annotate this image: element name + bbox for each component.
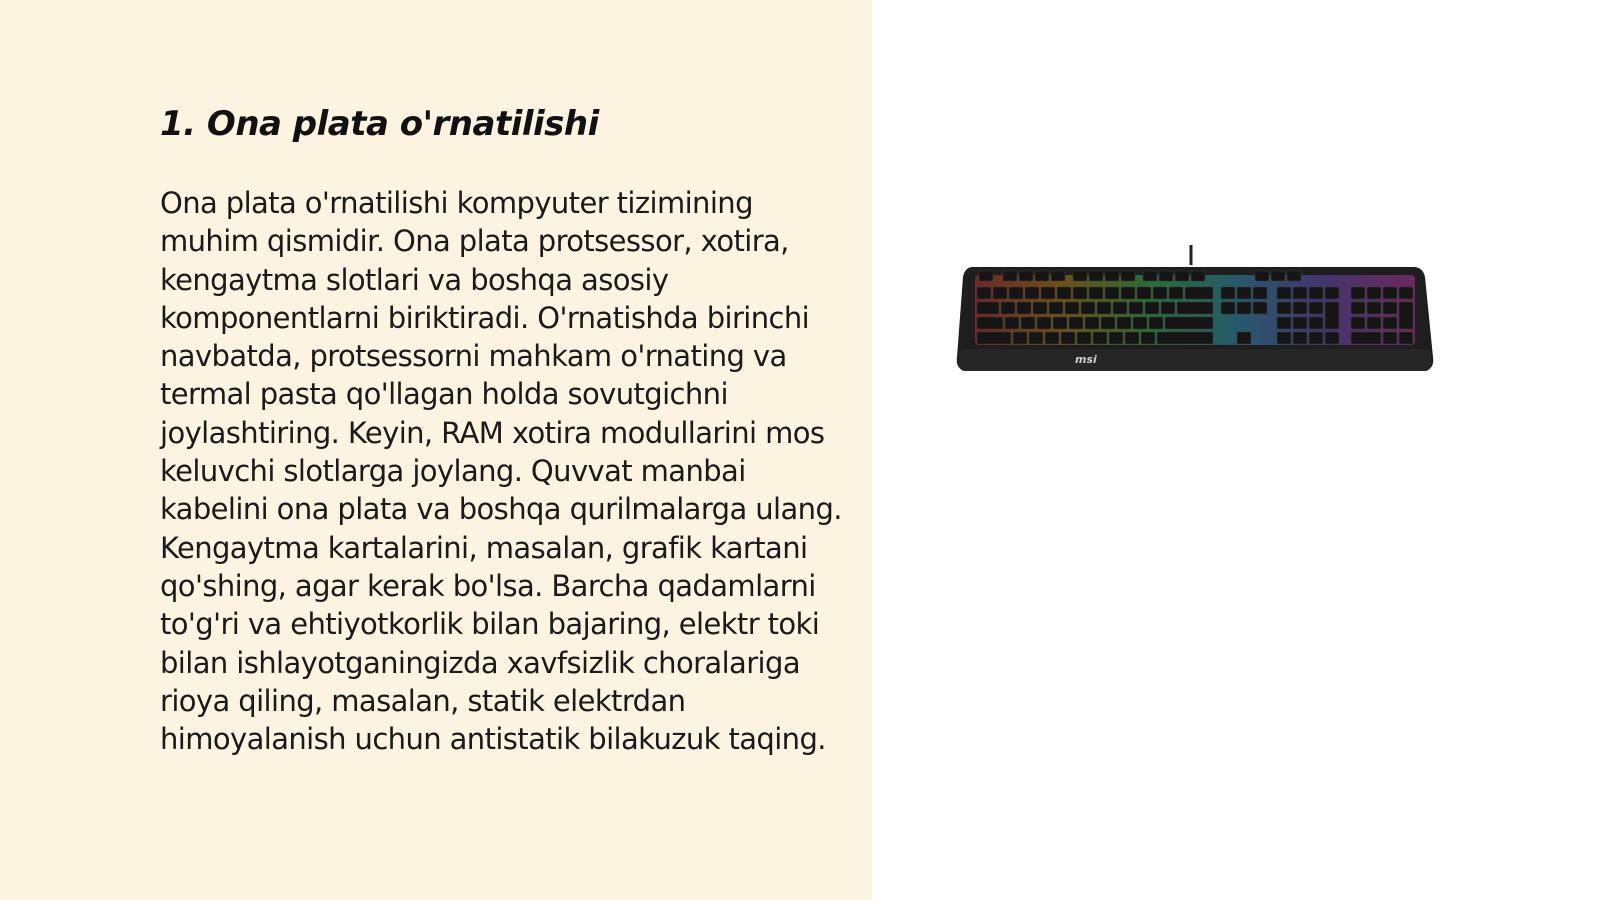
keyboard-wrist-lip [959,349,1431,371]
keyboard-illustration [955,245,1435,380]
slide-title: 1. Ona plata o'rnatilishi [160,104,599,144]
keyboard-image [955,245,1435,380]
slide-body-text: Ona plata o'rnatilishi kompyuter tizimining muhim qismidir. Ona plata protsessor, xotira, kengaytma slotlari va boshqa asosiy komponentlarni biriktiradi. O'rnatishda birinchi navbatda, protsessorni mahkam o'rnating va termal pasta qo'llagan holda sovutgichni joylashtiring. Keyin, RAM xotira modullarini mos keluvchi slotlarga joylang. Quvvat manbai kabelini ona plata va boshqa qurilmalarga ulang. Kengaytma kartalarini, masalan, grafik kartani qo'shing, agar kerak bo'lsa. Barcha qadamlarni to'g'ri va ehtiyotkorlik bilan bajaring, elektr toki bilan ishlayotganingizda xavfsizlik choralariga rioya qiling, masalan, statik elektrdan himoyalanish uchun antistatik bilakuzuk taqing. [160,186,842,757]
keyboard-brand-logo: msi [1075,353,1097,366]
